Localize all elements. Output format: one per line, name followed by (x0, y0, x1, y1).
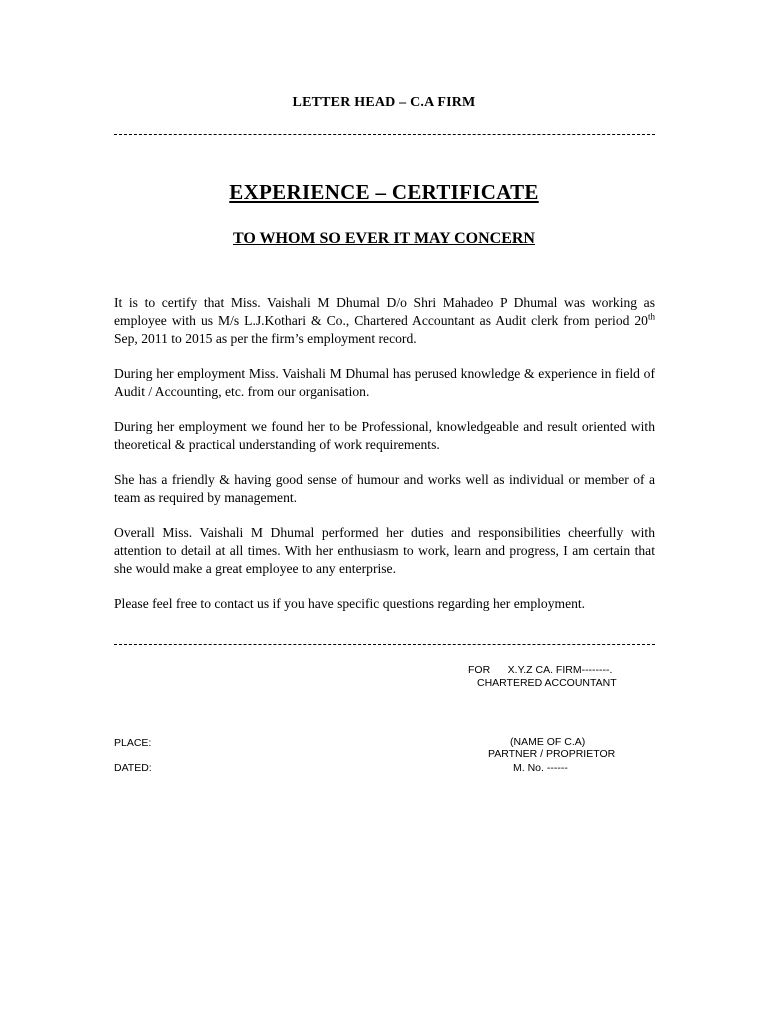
paragraph-overall: Overall Miss. Vaishali M Dhumal performed her duties and responsibilities cheerfully with attention to detail at all times. With her enthusiasm to work, learn and progress, I am certain that she would make a great employee to any enterprise. (114, 525, 655, 576)
certificate-title: EXPERIENCE – CERTIFICATE (229, 180, 539, 204)
top-separator (114, 134, 655, 135)
bottom-separator (114, 644, 655, 645)
ordinal-suffix: th (647, 311, 655, 322)
paragraph-teamwork: She has a friendly & having good sense of humour and works well as individual or member of a team as required by management. (114, 472, 655, 505)
dated-label: DATED: (114, 762, 152, 774)
membership-number: M. No. ------ (513, 762, 568, 774)
paragraph-knowledge: During her employment Miss. Vaishali M Dhumal has perused knowledge & experience in field of Audit / Accounting, etc. from our organisation. (114, 366, 655, 399)
letterhead-title: LETTER HEAD – C.A FIRM (292, 95, 476, 110)
name-of-ca: (NAME OF C.A) (510, 736, 586, 748)
chartered-accountant-line: CHARTERED ACCOUNTANT (477, 677, 617, 689)
paragraph-contact: Please feel free to contact us if you have specific questions regarding her employment. (114, 596, 586, 611)
paragraph-professional: During her employment we found her to be Professional, knowledgeable and result oriented with theoretical & practical understanding of work requirements. (114, 419, 655, 452)
paragraph-certification (114, 294, 655, 348)
paragraph-certification-tail: Sep, 2011 to 2015 as per the firm’s employment record. (114, 331, 417, 346)
for-firm-line: FOR X.Y.Z CA. FIRM--------. (468, 664, 613, 676)
partner-proprietor: PARTNER / PROPRIETOR (488, 748, 616, 760)
certificate-subtitle: TO WHOM SO EVER IT MAY CONCERN (233, 230, 535, 247)
paragraph-certification-text: It is to certify that Miss. Vaishali M Dhumal D/o Shri Mahadeo P Dhumal was working as employee with us M/s L.J.Kothari & Co., Chartered Accountant as Audit clerk from period 20 (114, 295, 655, 328)
place-label: PLACE: (114, 737, 152, 749)
certificate-body (114, 294, 655, 613)
